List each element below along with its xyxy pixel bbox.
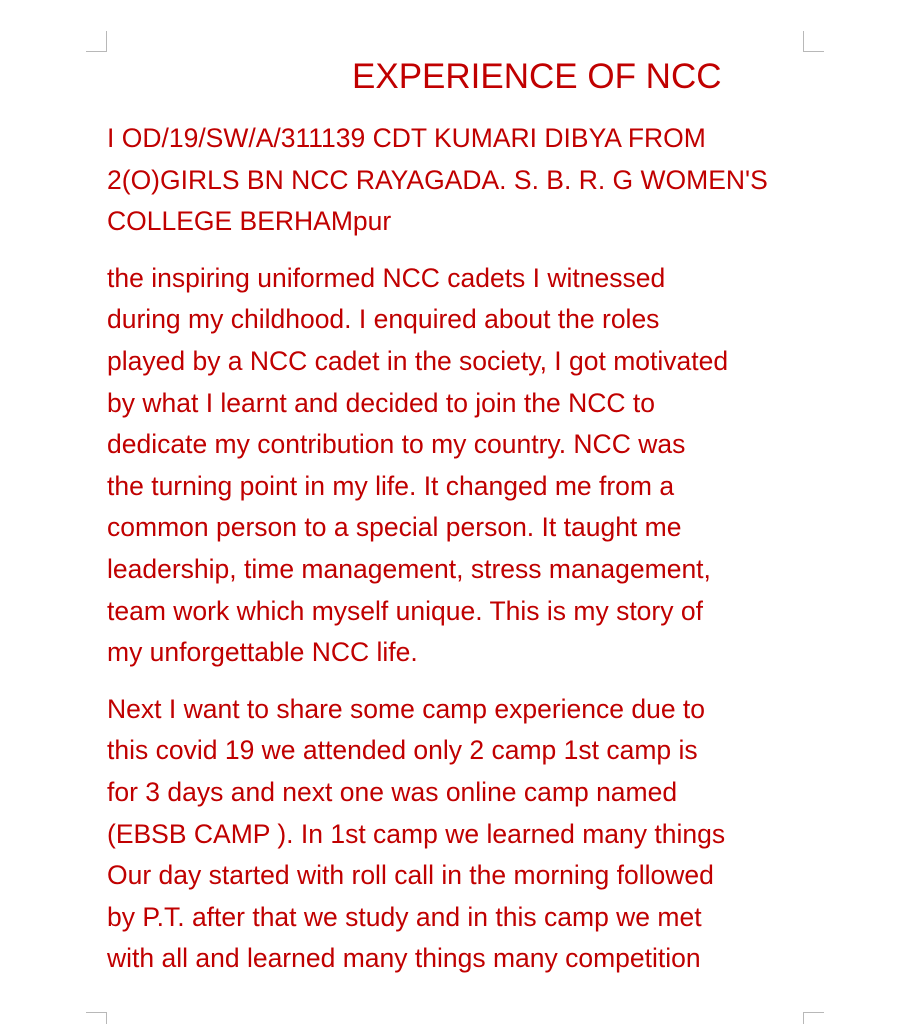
text-line: 2(O)GIRLS BN NCC RAYAGADA. S. B. R. G WOMEN'S (107, 164, 768, 195)
text-line: I OD/19/SW/A/311139 CDT KUMARI DIBYA FROM (107, 123, 706, 153)
text-line: for 3 days and next one was online camp named (107, 776, 678, 807)
document-body (107, 118, 817, 995)
text-line: played by a NCC cadet in the society, I got motivated (107, 345, 729, 376)
text-line: team work which myself unique. This is my story of (107, 595, 703, 626)
text-line: with all and learned many things many competition (107, 943, 701, 974)
paragraph-motivation (107, 258, 817, 674)
paragraph-camp-experience (107, 689, 817, 980)
page-corner-mark-bottom-left (86, 1012, 107, 1024)
page-corner-mark-top-right (803, 31, 824, 52)
text-line: the turning point in my life. It changed me from a (107, 470, 675, 501)
text-line: (EBSB CAMP ). In 1st camp we learned many things (107, 818, 726, 849)
text-line: my unforgettable NCC life. (107, 637, 418, 668)
text-line: this covid 19 we attended only 2 camp 1st camp is (107, 735, 698, 766)
text-line: dedicate my contribution to my country. NCC was (107, 429, 686, 460)
text-line: during my childhood. I enquired about the roles (107, 304, 660, 335)
page-corner-mark-bottom-right (803, 1012, 824, 1024)
document-title: EXPERIENCE OF NCC (352, 57, 722, 96)
paragraph-cadet-details (107, 118, 817, 243)
text-line: Next I want to share some camp experience due to (107, 693, 706, 724)
page-corner-mark-top-left (86, 31, 107, 52)
text-line: the inspiring uniformed NCC cadets I witnessed (107, 262, 666, 293)
text-line: Our day started with roll call in the morning followed (107, 860, 714, 891)
text-line: by what I learnt and decided to join the NCC to (107, 387, 655, 418)
text-line: COLLEGE BERHAMpur (107, 206, 392, 237)
text-line: by P.T. after that we study and in this camp we met (107, 901, 702, 932)
text-line: common person to a special person. It taught me (107, 512, 682, 543)
text-line: leadership, time management, stress management, (107, 553, 711, 584)
